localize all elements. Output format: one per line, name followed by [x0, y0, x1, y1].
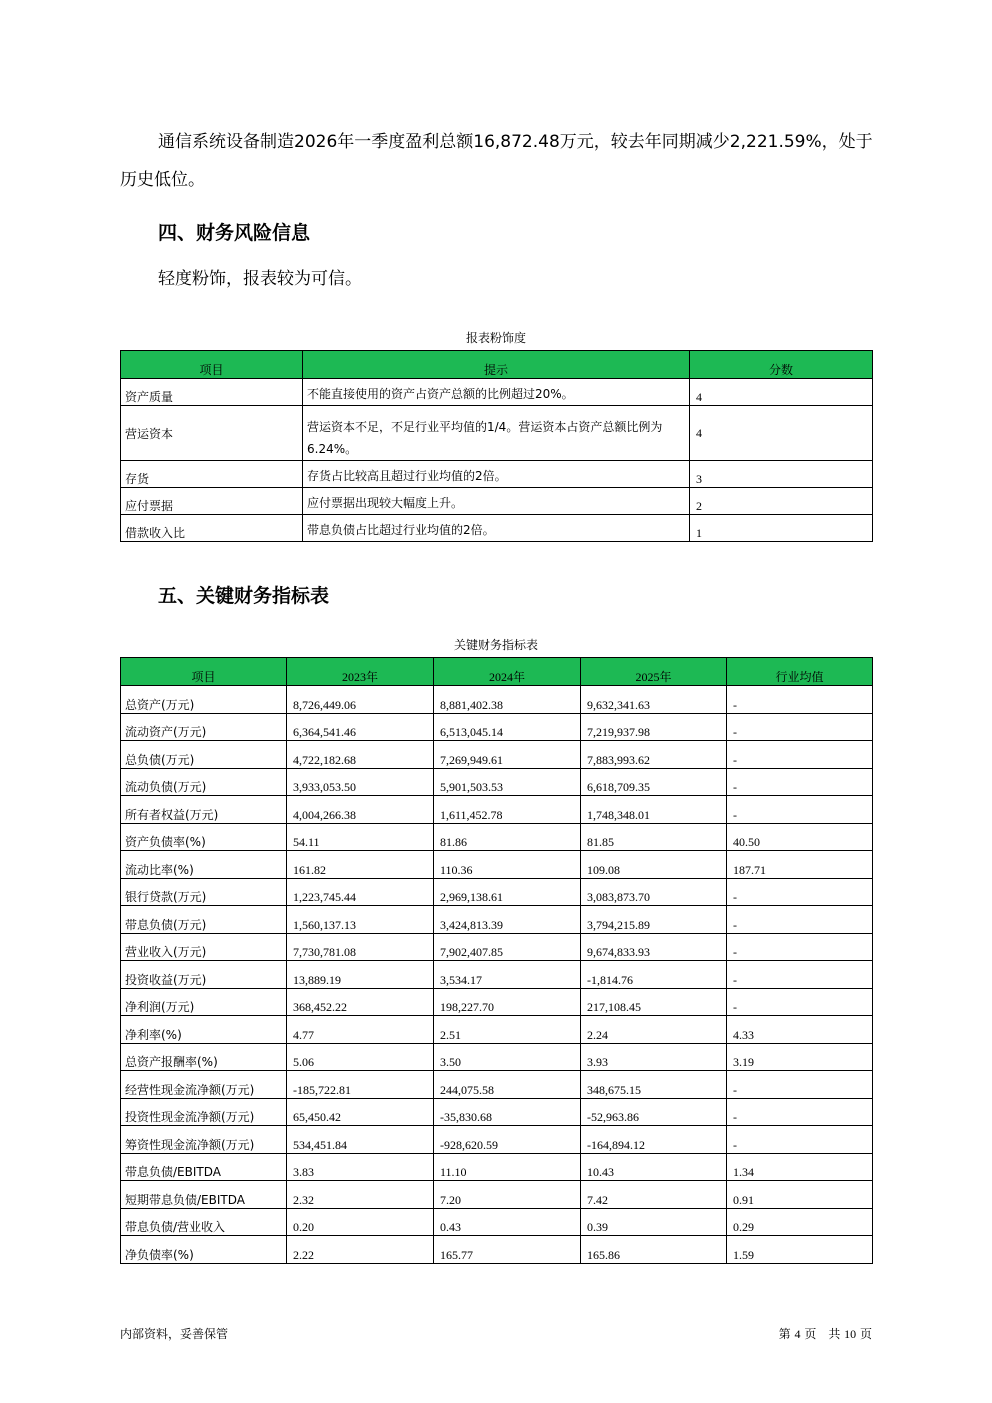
kpi-2024-cell: 7.20 [434, 1181, 581, 1209]
kpi-2023-cell: 5.06 [287, 1043, 434, 1071]
footer-page-suffix: 页 [859, 1327, 872, 1341]
kpi-table-row [121, 1016, 873, 1044]
section-heading-risk: 四、财务风险信息 [158, 222, 311, 244]
kpi-item-cell: 投资收益(万元) [121, 961, 287, 989]
kpi-item-cell: 短期带息负债/EBITDA [121, 1181, 287, 1209]
risk-score-cell: 2 [690, 488, 873, 515]
kpi-item-cell: 经营性现金流净额(万元) [121, 1071, 287, 1099]
kpi-item-cell: 流动负债(万元) [121, 768, 287, 796]
kpi-header-industry-avg: 行业均值 [727, 658, 873, 686]
kpi-2023-cell: 7,730,781.08 [287, 933, 434, 961]
kpi-2025-cell: 7,883,993.62 [581, 741, 727, 769]
kpi-2023-cell: 2.22 [287, 1236, 434, 1264]
kpi-2025-cell: 217,108.45 [581, 988, 727, 1016]
kpi-industry-avg-cell: 3.19 [727, 1043, 873, 1071]
kpi-2025-cell: 1,748,348.01 [581, 796, 727, 824]
kpi-2025-cell: -52,963.86 [581, 1098, 727, 1126]
kpi-2024-cell: 0.43 [434, 1208, 581, 1236]
risk-score-cell: 1 [690, 515, 873, 542]
kpi-item-cell: 所有者权益(万元) [121, 796, 287, 824]
kpi-item-cell: 带息负债(万元) [121, 906, 287, 934]
kpi-2023-cell: 4,722,182.68 [287, 741, 434, 769]
kpi-2025-cell: -1,814.76 [581, 961, 727, 989]
kpi-2025-cell: 0.39 [581, 1208, 727, 1236]
kpi-item-cell: 净利率(%) [121, 1016, 287, 1044]
kpi-item-cell: 总资产报酬率(%) [121, 1043, 287, 1071]
kpi-table-row [121, 878, 873, 906]
kpi-2024-cell: 198,227.70 [434, 988, 581, 1016]
kpi-2025-cell: 10.43 [581, 1153, 727, 1181]
kpi-item-cell: 带息负债/营业收入 [121, 1208, 287, 1236]
kpi-table-row [121, 741, 873, 769]
kpi-table-row [121, 961, 873, 989]
risk-item-cell: 营运资本 [121, 406, 303, 461]
kpi-industry-avg-cell: - [727, 713, 873, 741]
kpi-industry-avg-cell: 1.34 [727, 1153, 873, 1181]
kpi-2024-cell: 11.10 [434, 1153, 581, 1181]
kpi-table-row [121, 768, 873, 796]
kpi-table-row [121, 796, 873, 824]
footer-page-total: 10 [844, 1327, 857, 1341]
risk-tip-cell: 应付票据出现较大幅度上升。 [303, 488, 690, 515]
kpi-2023-cell: 13,889.19 [287, 961, 434, 989]
kpi-table-caption: 关键财务指标表 [453, 638, 538, 652]
footer-page-indicator [779, 1325, 872, 1342]
kpi-2025-cell: 3,083,873.70 [581, 878, 727, 906]
kpi-2025-cell: 3,794,215.89 [581, 906, 727, 934]
kpi-table-row [121, 906, 873, 934]
kpi-2024-cell: 3,534.17 [434, 961, 581, 989]
kpi-2023-cell: 1,223,745.44 [287, 878, 434, 906]
kpi-table-row [121, 823, 873, 851]
kpi-table-row [121, 851, 873, 879]
kpi-2025-cell: 9,674,833.93 [581, 933, 727, 961]
risk-tip-cell: 存货占比较高且超过行业均值的2倍。 [303, 461, 690, 488]
kpi-industry-avg-cell: - [727, 768, 873, 796]
kpi-item-cell: 净利润(万元) [121, 988, 287, 1016]
risk-table [120, 350, 873, 542]
kpi-table-row [121, 1153, 873, 1181]
kpi-2023-cell: 65,450.42 [287, 1098, 434, 1126]
kpi-table-row [121, 1181, 873, 1209]
kpi-item-cell: 流动比率(%) [121, 851, 287, 879]
risk-score-cell: 3 [690, 461, 873, 488]
kpi-industry-avg-cell: - [727, 1098, 873, 1126]
kpi-industry-avg-cell: 4.33 [727, 1016, 873, 1044]
kpi-2023-cell: 3,933,053.50 [287, 768, 434, 796]
kpi-table-row [121, 1098, 873, 1126]
kpi-2024-cell: 165.77 [434, 1236, 581, 1264]
kpi-2025-cell: 165.86 [581, 1236, 727, 1264]
kpi-industry-avg-cell: - [727, 906, 873, 934]
kpi-2024-cell: 7,902,407.85 [434, 933, 581, 961]
footer-page-prefix: 第 [778, 1327, 791, 1341]
kpi-2024-cell: 244,075.58 [434, 1071, 581, 1099]
risk-score-cell: 4 [690, 379, 873, 406]
kpi-item-cell: 银行贷款(万元) [121, 878, 287, 906]
kpi-2024-cell: 3,424,813.39 [434, 906, 581, 934]
kpi-2024-cell: -928,620.59 [434, 1126, 581, 1154]
kpi-2025-cell: 109.08 [581, 851, 727, 879]
kpi-table [120, 657, 873, 1264]
kpi-table-row [121, 1208, 873, 1236]
kpi-item-cell: 营业收入(万元) [121, 933, 287, 961]
kpi-header-2023: 2023年 [287, 658, 434, 686]
footer-page-number: 4 [794, 1327, 801, 1341]
risk-score-cell: 4 [690, 406, 873, 461]
kpi-industry-avg-cell: - [727, 878, 873, 906]
kpi-item-cell: 资产负债率(%) [121, 823, 287, 851]
kpi-table-row [121, 1236, 873, 1264]
risk-table-row [121, 461, 873, 488]
kpi-table-row [121, 988, 873, 1016]
risk-table-row [121, 515, 873, 542]
kpi-item-cell: 总资产(万元) [121, 686, 287, 714]
kpi-2025-cell: 7,219,937.98 [581, 713, 727, 741]
kpi-table-row [121, 1043, 873, 1071]
kpi-industry-avg-cell: 1.59 [727, 1236, 873, 1264]
kpi-2024-cell: 1,611,452.78 [434, 796, 581, 824]
kpi-2024-cell: 6,513,045.14 [434, 713, 581, 741]
kpi-2024-cell: 2.51 [434, 1016, 581, 1044]
kpi-2023-cell: 8,726,449.06 [287, 686, 434, 714]
kpi-2023-cell: 3.83 [287, 1153, 434, 1181]
risk-header-tip: 提示 [303, 351, 690, 379]
kpi-2023-cell: 534,451.84 [287, 1126, 434, 1154]
kpi-industry-avg-cell: - [727, 741, 873, 769]
kpi-industry-avg-cell: 187.71 [727, 851, 873, 879]
kpi-2023-cell: 1,560,137.13 [287, 906, 434, 934]
kpi-2025-cell: 348,675.15 [581, 1071, 727, 1099]
kpi-table-row [121, 713, 873, 741]
risk-tip-cell: 不能直接使用的资产占资产总额的比例超过20%。 [303, 379, 690, 406]
kpi-2025-cell: 9,632,341.63 [581, 686, 727, 714]
kpi-2023-cell: -185,722.81 [287, 1071, 434, 1099]
kpi-2025-cell: 81.85 [581, 823, 727, 851]
footer-confidential: 内部资料，妥善保管 [120, 1327, 229, 1341]
kpi-2024-cell: 7,269,949.61 [434, 741, 581, 769]
risk-item-cell: 借款收入比 [121, 515, 303, 542]
kpi-industry-avg-cell: 40.50 [727, 823, 873, 851]
kpi-industry-avg-cell: - [727, 933, 873, 961]
kpi-2025-cell: 2.24 [581, 1016, 727, 1044]
kpi-table-row [121, 1126, 873, 1154]
risk-table-row [121, 406, 873, 461]
kpi-2023-cell: 4.77 [287, 1016, 434, 1044]
kpi-2024-cell: 3.50 [434, 1043, 581, 1071]
kpi-industry-avg-cell: - [727, 686, 873, 714]
kpi-2025-cell: 7.42 [581, 1181, 727, 1209]
kpi-industry-avg-cell: 0.91 [727, 1181, 873, 1209]
kpi-item-cell: 流动资产(万元) [121, 713, 287, 741]
kpi-2023-cell: 54.11 [287, 823, 434, 851]
risk-item-cell: 应付票据 [121, 488, 303, 515]
section-heading-kpi: 五、关键财务指标表 [158, 585, 330, 607]
intro-paragraph: 通信系统设备制造2026年一季度盈利总额16,872.48万元，较去年同期减少2,221.59%，处于历史低位。 [120, 132, 873, 190]
footer-page-mid: 页 共 [804, 1327, 841, 1341]
risk-table-row [121, 488, 873, 515]
kpi-2024-cell: -35,830.68 [434, 1098, 581, 1126]
risk-summary: 轻度粉饰，报表较为可信。 [158, 269, 362, 289]
kpi-2025-cell: 6,618,709.35 [581, 768, 727, 796]
risk-header-item: 项目 [121, 351, 303, 379]
kpi-item-cell: 净负债率(%) [121, 1236, 287, 1264]
kpi-2023-cell: 4,004,266.38 [287, 796, 434, 824]
kpi-2024-cell: 81.86 [434, 823, 581, 851]
kpi-industry-avg-cell: 0.29 [727, 1208, 873, 1236]
kpi-industry-avg-cell: - [727, 1126, 873, 1154]
risk-tip-cell: 带息负债占比超过行业均值的2倍。 [303, 515, 690, 542]
kpi-item-cell: 总负债(万元) [121, 741, 287, 769]
kpi-header-2024: 2024年 [434, 658, 581, 686]
risk-table-caption: 报表粉饰度 [465, 331, 526, 345]
kpi-table-row [121, 686, 873, 714]
kpi-industry-avg-cell: - [727, 1071, 873, 1099]
kpi-table-row [121, 933, 873, 961]
risk-table-row [121, 379, 873, 406]
kpi-header-item: 项目 [121, 658, 287, 686]
kpi-2023-cell: 161.82 [287, 851, 434, 879]
risk-item-cell: 资产质量 [121, 379, 303, 406]
kpi-header-2025: 2025年 [581, 658, 727, 686]
kpi-item-cell: 筹资性现金流净额(万元) [121, 1126, 287, 1154]
kpi-industry-avg-cell: - [727, 961, 873, 989]
kpi-2025-cell: 3.93 [581, 1043, 727, 1071]
kpi-2024-cell: 8,881,402.38 [434, 686, 581, 714]
kpi-2023-cell: 368,452.22 [287, 988, 434, 1016]
kpi-item-cell: 投资性现金流净额(万元) [121, 1098, 287, 1126]
risk-tip-cell: 营运资本不足，不足行业平均值的1/4。营运资本占资产总额比例为6.24%。 [303, 406, 690, 461]
kpi-item-cell: 带息负债/EBITDA [121, 1153, 287, 1181]
kpi-2024-cell: 5,901,503.53 [434, 768, 581, 796]
kpi-2023-cell: 0.20 [287, 1208, 434, 1236]
kpi-industry-avg-cell: - [727, 988, 873, 1016]
kpi-2024-cell: 110.36 [434, 851, 581, 879]
kpi-2023-cell: 6,364,541.46 [287, 713, 434, 741]
kpi-2025-cell: -164,894.12 [581, 1126, 727, 1154]
risk-header-score: 分数 [690, 351, 873, 379]
kpi-2024-cell: 2,969,138.61 [434, 878, 581, 906]
kpi-industry-avg-cell: - [727, 796, 873, 824]
kpi-2023-cell: 2.32 [287, 1181, 434, 1209]
risk-item-cell: 存货 [121, 461, 303, 488]
kpi-table-row [121, 1071, 873, 1099]
